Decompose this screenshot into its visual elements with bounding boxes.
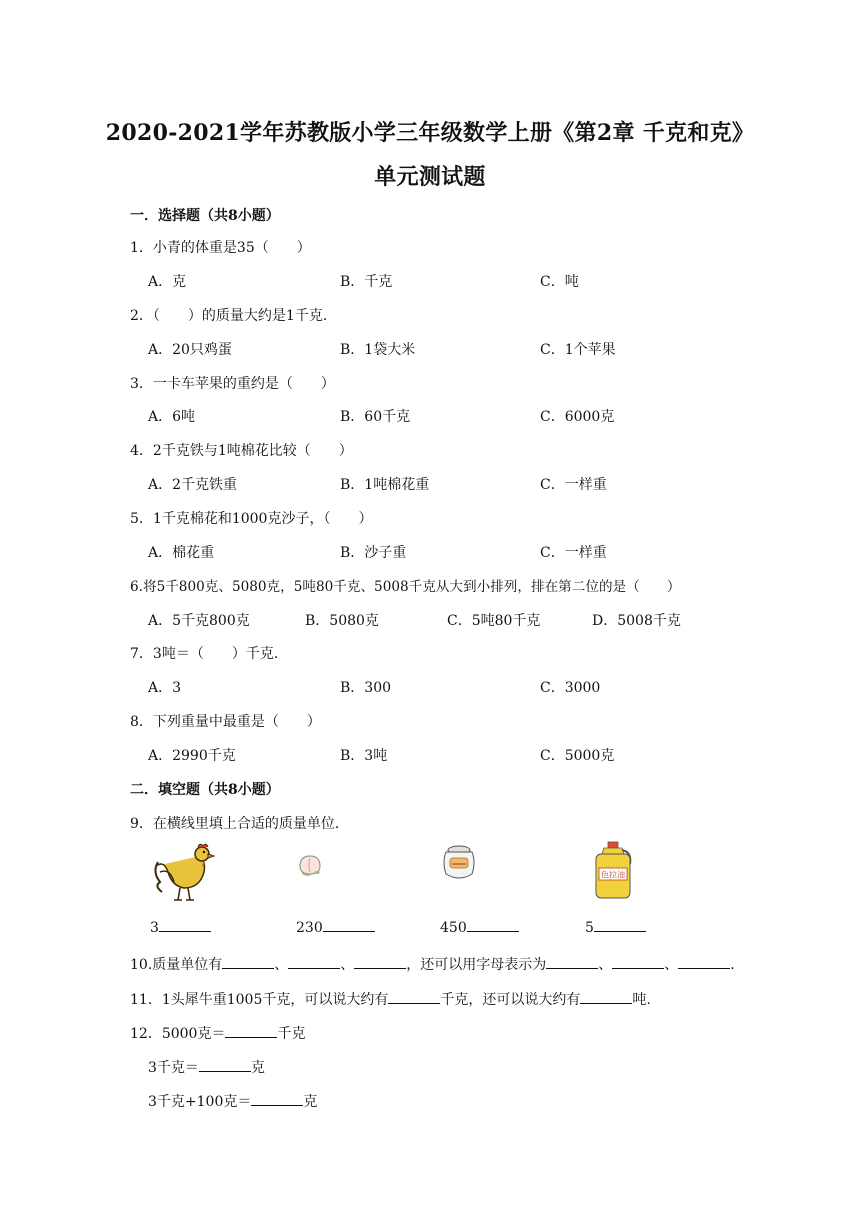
q9-item-jar bbox=[440, 919, 519, 936]
q2-option-c: C．1个苹果 bbox=[540, 342, 616, 358]
q9-value-peach: 230 bbox=[296, 920, 323, 936]
q10-sep: 、 bbox=[664, 957, 679, 973]
q11-text-1: 11．1头犀牛重1005千克，可以说大约有 bbox=[130, 992, 389, 1008]
q8-option-b: B．3吨 bbox=[340, 748, 388, 764]
q1-option-c: C．吨 bbox=[540, 274, 579, 290]
q3-option-a: A．6吨 bbox=[148, 409, 196, 425]
q9-value-oil: 5 bbox=[585, 920, 594, 936]
rooster-icon bbox=[150, 842, 222, 904]
answer-blank[interactable] bbox=[288, 956, 340, 969]
q3-option-c: C．6000克 bbox=[540, 409, 615, 425]
answer-blank[interactable] bbox=[388, 991, 440, 1004]
q9-value-rooster: 3 bbox=[150, 920, 159, 936]
q7-option-c: C．3000 bbox=[540, 680, 601, 696]
q10-sep: 、 bbox=[340, 957, 355, 973]
q4-option-b: B．1吨棉花重 bbox=[340, 477, 430, 493]
q12-line3-post: 克 bbox=[303, 1094, 318, 1110]
q7-option-b: B．300 bbox=[340, 680, 392, 696]
q11-text-2: 千克，还可以说大约有 bbox=[440, 992, 581, 1008]
q10-end: . bbox=[730, 957, 735, 973]
answer-blank[interactable] bbox=[354, 956, 406, 969]
question-1: 1．小青的体重是35（ ） bbox=[130, 240, 311, 256]
q6-option-a: A．5千克800克 bbox=[148, 613, 250, 629]
question-2: 2．（ ）的质量大约是1千克． bbox=[130, 308, 337, 324]
q12-line1-pre: 12．5000克＝ bbox=[130, 1026, 226, 1042]
q4-option-c: C．一样重 bbox=[540, 477, 607, 493]
q11-text-3: 吨. bbox=[632, 992, 651, 1008]
answer-blank[interactable] bbox=[251, 1093, 303, 1106]
page-title: 2020-2021学年苏教版小学三年级数学上册《第2章 千克和克》 bbox=[105, 120, 755, 146]
q7-option-a: A．3 bbox=[148, 680, 182, 696]
answer-blank[interactable] bbox=[678, 956, 730, 969]
question-7: 7．3吨＝（ ）千克． bbox=[130, 646, 288, 662]
q5-option-c: C．一样重 bbox=[540, 545, 607, 561]
q9-item-rooster bbox=[150, 919, 211, 936]
q8-option-a: A．2990千克 bbox=[148, 748, 236, 764]
q12-line2-pre: 3千克＝ bbox=[148, 1060, 199, 1076]
page-subtitle: 单元测试题 bbox=[374, 164, 486, 190]
q10-text-1: 10.质量单位有 bbox=[130, 957, 223, 973]
question-5: 5．1千克棉花和1000克沙子，（ ） bbox=[130, 511, 373, 527]
section-heading-fill: 二．填空题（共8小题） bbox=[130, 782, 280, 798]
peach-icon bbox=[296, 852, 324, 878]
oil-bottle-label: 色拉油 bbox=[601, 870, 625, 880]
question-12 bbox=[130, 1023, 305, 1043]
q9-value-jar: 450 bbox=[440, 920, 467, 936]
question-8: 8．下列重量中最重是（ ） bbox=[130, 714, 321, 730]
q1-option-b: B．千克 bbox=[340, 274, 393, 290]
q3-option-b: B．60千克 bbox=[340, 409, 411, 425]
q1-option-a: A．克 bbox=[148, 274, 187, 290]
question-10 bbox=[130, 954, 735, 974]
q6-option-b: B．5080克 bbox=[305, 613, 379, 629]
answer-blank[interactable] bbox=[612, 956, 664, 969]
q12-line3-pre: 3千克+100克＝ bbox=[148, 1094, 252, 1110]
question-12-line-3 bbox=[148, 1091, 317, 1111]
question-11 bbox=[130, 989, 651, 1009]
q2-option-b: B．1袋大米 bbox=[340, 342, 416, 358]
oil-bottle-icon bbox=[590, 840, 640, 900]
question-12-line-2 bbox=[148, 1057, 265, 1077]
answer-blank[interactable] bbox=[225, 1025, 277, 1038]
question-3: 3．一卡车苹果的重约是（ ） bbox=[130, 376, 335, 392]
q9-item-oil bbox=[585, 919, 646, 936]
section-heading-choice: 一．选择题（共8小题） bbox=[130, 208, 280, 224]
q6-option-c: C．5吨80千克 bbox=[447, 613, 541, 629]
answer-blank[interactable] bbox=[222, 956, 274, 969]
question-9: 9．在横线里填上合适的质量单位． bbox=[130, 816, 349, 832]
q10-sep: 、 bbox=[274, 957, 289, 973]
q10-sep: 、 bbox=[598, 957, 613, 973]
answer-blank[interactable] bbox=[467, 919, 519, 932]
q2-option-a: A．20只鸡蛋 bbox=[148, 342, 232, 358]
q9-item-peach bbox=[296, 919, 375, 936]
question-4: 4．2千克铁与1吨棉花比较（ ） bbox=[130, 443, 353, 459]
q12-line1-post: 千克 bbox=[277, 1026, 306, 1042]
answer-blank[interactable] bbox=[594, 919, 646, 932]
question-6: 6.将5千800克、5080克，5吨80千克、5008千克从大到小排列，排在第二位的是（ ） bbox=[130, 579, 681, 595]
q10-text-2: ，还可以用字母表示为 bbox=[406, 957, 547, 973]
q5-option-a: A．棉花重 bbox=[148, 545, 215, 561]
q8-option-c: C．5000克 bbox=[540, 748, 615, 764]
q6-option-d: D．5008千克 bbox=[592, 613, 681, 629]
q5-option-b: B．沙子重 bbox=[340, 545, 407, 561]
q4-option-a: A．2千克铁重 bbox=[148, 477, 238, 493]
jar-icon bbox=[438, 842, 480, 884]
answer-blank[interactable] bbox=[199, 1059, 251, 1072]
answer-blank[interactable] bbox=[580, 991, 632, 1004]
q12-line2-post: 克 bbox=[250, 1060, 265, 1076]
answer-blank[interactable] bbox=[323, 919, 375, 932]
answer-blank[interactable] bbox=[159, 919, 211, 932]
answer-blank[interactable] bbox=[546, 956, 598, 969]
